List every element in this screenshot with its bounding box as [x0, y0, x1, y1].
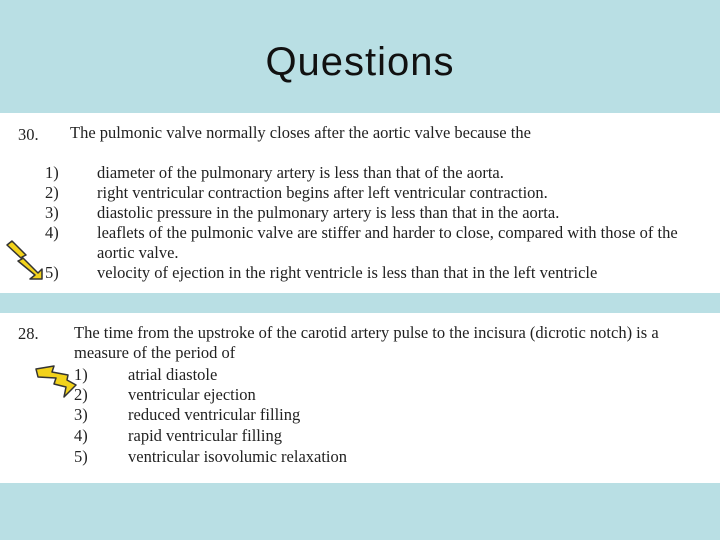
option-number: 4) [45, 223, 59, 242]
question-number: 28. [18, 324, 39, 343]
option-text: rapid ventricular filling [128, 426, 282, 445]
option-number: 2) [45, 183, 59, 202]
option-text: leaflets of the pulmonic valve are stiffer and harder to close, compared with those of the [97, 223, 678, 242]
option-number: 2) [74, 385, 88, 404]
answer-option [0, 405, 720, 425]
answer-option [0, 447, 720, 467]
option-text: atrial diastole [128, 365, 218, 384]
answer-option-continuation [0, 243, 720, 263]
option-text: diastolic pressure in the pulmonary artery is less than that in the aorta. [97, 203, 560, 222]
question-30-panel [0, 113, 720, 293]
option-text: ventricular isovolumic relaxation [128, 447, 348, 466]
question-28-panel [0, 313, 720, 483]
option-number: 5) [74, 447, 88, 466]
option-text: reduced ventricular filling [128, 405, 301, 424]
lightning-bolt-icon [34, 363, 78, 399]
option-number: 3) [74, 405, 88, 424]
answer-option [0, 203, 720, 223]
answer-option [0, 263, 720, 283]
option-number: 4) [74, 426, 88, 445]
lightning-bolt-icon [4, 237, 46, 281]
option-text: right ventricular contraction begins after left ventricular contraction. [97, 183, 548, 202]
question-stem-line-1: The time from the upstroke of the carotid artery pulse to the incisura (dicrotic notch) is a [74, 323, 659, 342]
question-stem-line-2: measure of the period of [74, 343, 236, 362]
question-stem: The pulmonic valve normally closes after the aortic valve because the [70, 123, 531, 142]
option-text: velocity of ejection in the right ventricle is less than that in the left ventricle [97, 263, 598, 282]
answer-option [0, 426, 720, 446]
option-number: 5) [45, 263, 59, 282]
option-text: aortic valve. [97, 243, 179, 262]
answer-option [0, 183, 720, 203]
option-number: 1) [74, 365, 88, 384]
answer-option [0, 163, 720, 183]
question-number: 30. [18, 125, 39, 144]
answer-option [0, 385, 720, 405]
option-text: ventricular ejection [128, 385, 256, 404]
option-number: 3) [45, 203, 59, 222]
slide-title: Questions [265, 40, 455, 84]
option-text: diameter of the pulmonary artery is less than that of the aorta. [97, 163, 504, 182]
answer-option [0, 365, 720, 385]
option-number: 1) [45, 163, 59, 182]
answer-option [0, 223, 720, 243]
